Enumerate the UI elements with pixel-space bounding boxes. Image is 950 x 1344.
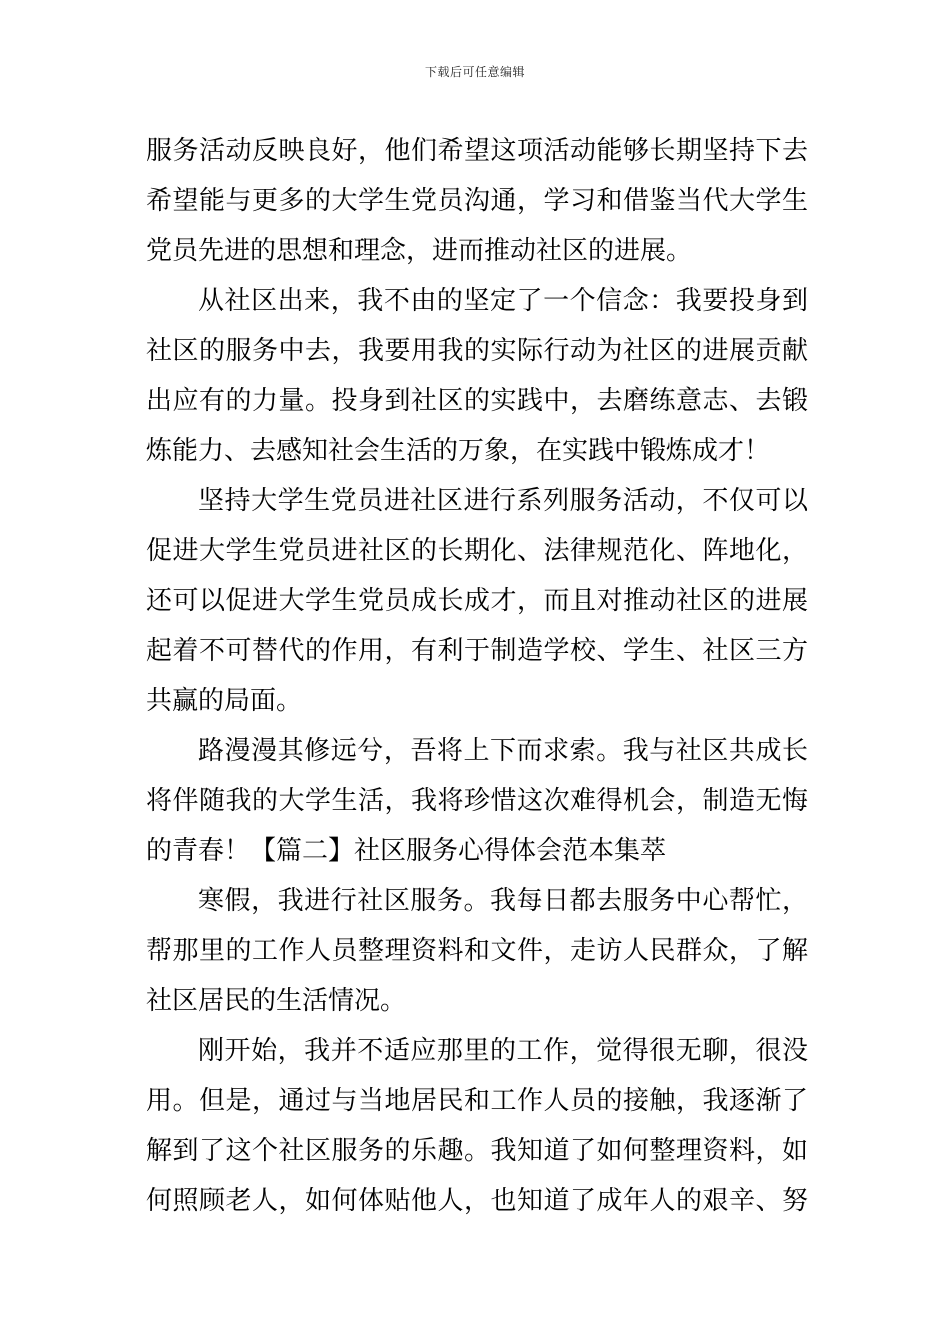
text-line: 党员先进的思想和理念，进而推动社区的进展。: [146, 236, 693, 266]
text-line: 解到了这个社区服务的乐趣。我知道了如何整理资料，如: [146, 1136, 808, 1166]
text-line: 社区的服务中去，我要用我的实际行动为社区的进展贡献: [146, 336, 808, 366]
paragraph-first-line: 从社区出来，我不由的坚定了一个信念：我要投身到: [198, 286, 808, 316]
text-line: 何照顾老人，如何体贴他人，也知道了成年人的艰辛、努: [146, 1186, 808, 1216]
text-line: 促进大学生党员进社区的长期化、法律规范化、阵地化，: [146, 536, 808, 566]
paragraph-first-line: 刚开始，我并不适应那里的工作，觉得很无聊，很没: [198, 1036, 808, 1066]
text-line: 炼能力、去感知社会生活的万象，在实践中锻炼成才！: [146, 436, 771, 466]
paragraph-first-line: 寒假，我进行社区服务。我每日都去服务中心帮忙，: [198, 886, 808, 916]
page-header: 下载后可任意编辑: [424, 65, 525, 79]
text-line: 将伴随我的大学生活，我将珍惜这次难得机会，制造无悔: [146, 786, 808, 816]
text-line: 还可以促进大学生党员成长成才，而且对推动社区的进展: [146, 586, 808, 616]
text-line: 服务活动反映良好，他们希望这项活动能够长期坚持下去: [146, 136, 808, 166]
text-line: 出应有的力量。投身到社区的实践中，去磨练意志、去锻: [146, 386, 808, 416]
paragraph-first-line: 坚持大学生党员进社区进行系列服务活动，不仅可以: [198, 486, 808, 516]
text-line: 帮那里的工作人员整理资料和文件，走访人民群众，了解: [146, 936, 808, 966]
text-line: 用。但是，通过与当地居民和工作人员的接触，我逐渐了: [146, 1086, 808, 1116]
text-line: 社区居民的生活情况。: [146, 986, 407, 1016]
text-line: 希望能与更多的大学生党员沟通，学习和借鉴当代大学生: [146, 186, 808, 216]
text-line: 起着不可替代的作用，有利于制造学校、学生、社区三方: [146, 636, 808, 666]
text-line: 共赢的局面。: [146, 686, 303, 716]
paragraph-first-line: 路漫漫其修远兮，吾将上下而求索。我与社区共成长: [198, 736, 808, 766]
document-body: [146, 126, 808, 1226]
text-line: 的青春！【篇二】社区服务心得体会范本集萃: [146, 836, 667, 866]
